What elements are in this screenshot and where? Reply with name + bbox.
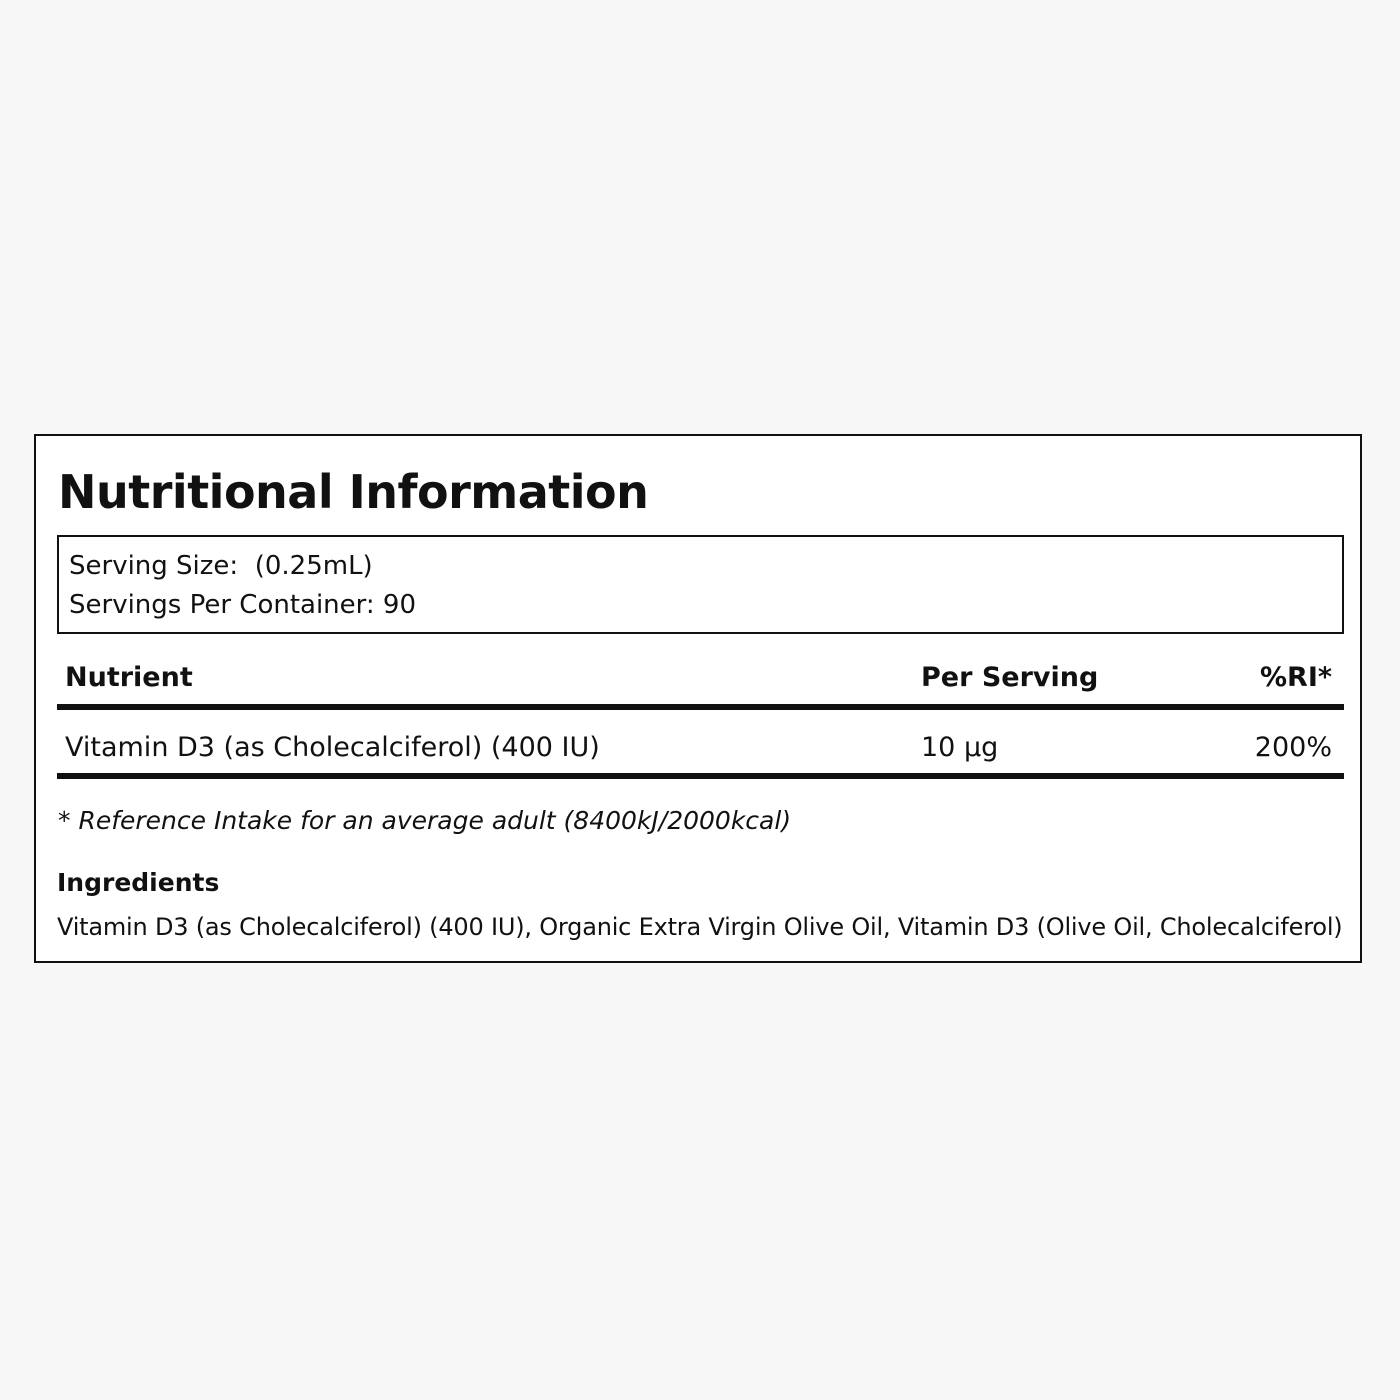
row-nutrient-name: Vitamin D3 (as Cholecalciferol) (400 IU) [65, 732, 600, 763]
servings-per-container: Servings Per Container: 90 [69, 590, 417, 620]
row-ri: 200% [1254, 732, 1332, 763]
header-ri: %RI* [1259, 662, 1332, 693]
header-per-serving: Per Serving [921, 662, 1099, 693]
label-title: Nutritional Information [58, 465, 649, 519]
serving-info-box [57, 535, 1344, 634]
header-divider [57, 704, 1344, 710]
ingredients-list: Vitamin D3 (as Cholecalciferol) (400 IU), Organic Extra Virgin Olive Oil, Vitamin D3 (Olive Oil, Cholecalciferol) [57, 913, 1343, 941]
serving-size: Serving Size: (0.25mL) [69, 551, 373, 581]
reference-intake-footnote: * Reference Intake for an average adult (8400kJ/2000kcal) [58, 806, 792, 835]
table-bottom-divider [57, 773, 1344, 779]
header-nutrient: Nutrient [65, 662, 193, 693]
ingredients-heading: Ingredients [57, 868, 220, 897]
nutrition-label [34, 434, 1362, 963]
row-per-serving: 10 µg [921, 732, 999, 763]
